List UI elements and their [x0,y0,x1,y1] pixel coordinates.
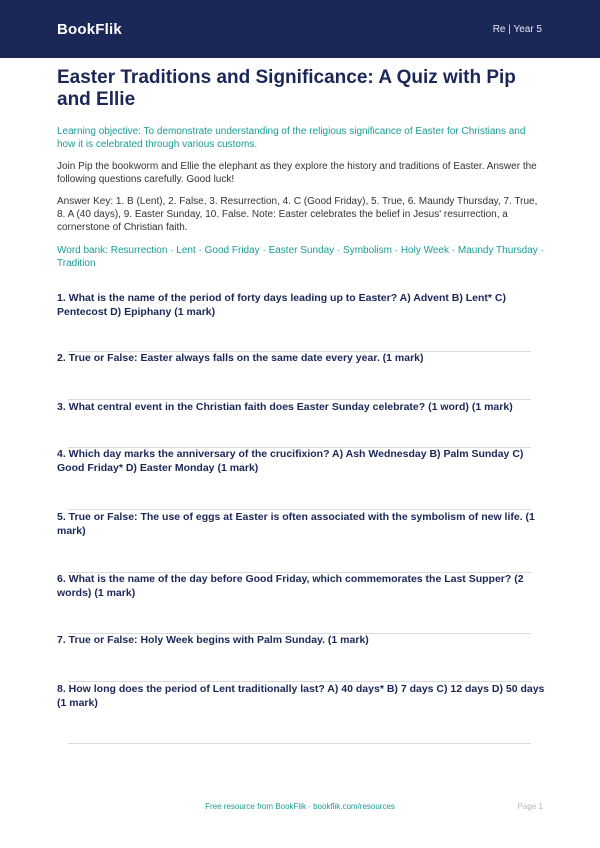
question-3: 3. What central event in the Christian faith does Easter Sunday celebrate? (1 word) (1 mark) [57,401,513,413]
word-bank: Word bank: Resurrection · Lent · Good Friday · Easter Sunday · Symbolism · Holy Week · Maundy Thursday · Tradition [57,245,544,269]
question-5: 5. True or False: The use of eggs at Easter is often associated with the symbolism of new life. (1 mark) [57,511,535,537]
question-6: 6. What is the name of the day before Good Friday, which commemorates the Last Supper? (2 words) (1 mark) [57,573,524,599]
footer-link[interactable]: Free resource from BookFlik · bookflik.com/resources [205,802,395,811]
question-7: 7. True or False: Holy Week begins with Palm Sunday. (1 mark) [57,634,369,646]
question-4: 4. Which day marks the anniversary of the crucifixion? A) Ash Wednesday B) Palm Sunday C) Good Friday* D) Easter Monday (1 mark) [57,448,524,474]
brand-logo[interactable]: BookFlik [57,20,122,38]
page-number: Page 1 [517,802,543,811]
header-bar [0,0,600,58]
intro-section [57,58,545,270]
answer-key: Answer Key: 1. B (Lent), 2. False, 3. Resurrection, 4. C (Good Friday), 5. True, 6. Maundy Thursday, 7. True, 8. A (40 days), 9. Easter Sunday, 10. False. Note: Easter celebrates the belief in Jesus' resurrection, a cornerstone of Christian faith. [57,196,538,233]
intro-text: Join Pip the bookworm and Ellie the elephant as they explore the history and traditions of Easter. Answer the following questions carefully. Good luck! [57,161,537,185]
question-8: 8. How long does the period of Lent traditionally last? A) 40 days* B) 7 days C) 12 days D) 50 days (1 mark) [57,683,545,709]
learning-objective: Learning objective: To demonstrate understanding of the religious significance of Easter for Christians and how it is celebrated through various customs. [57,126,526,150]
answer-line-8[interactable] [68,743,531,744]
question-2: 2. True or False: Easter always falls on the same date every year. (1 mark) [57,352,424,364]
question-1: 1. What is the name of the period of forty days leading up to Easter? A) Advent B) Lent* C) Pentecost D) Epiphany (1 mark) [57,292,507,318]
page-title: Easter Traditions and Significance: A Quiz with Pip and Ellie [57,67,516,110]
subject-year: Re | Year 5 [492,23,542,35]
